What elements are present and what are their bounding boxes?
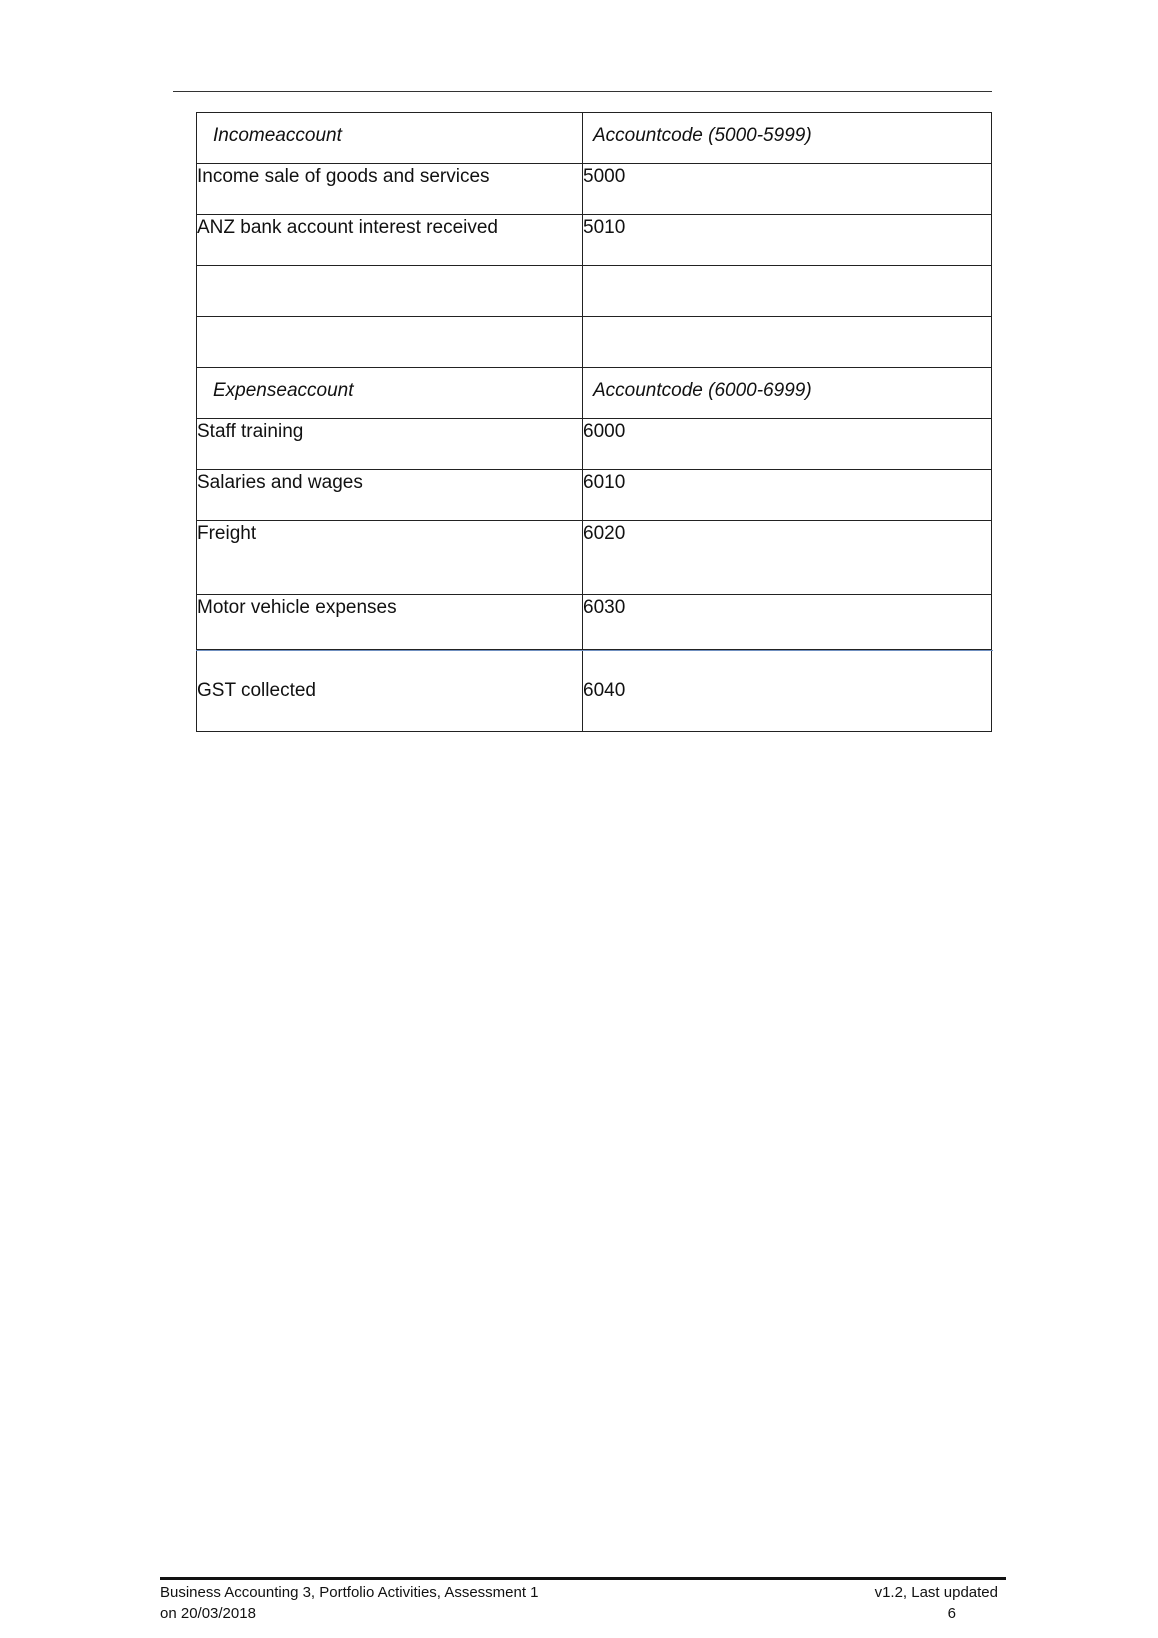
income-header-row	[197, 113, 992, 164]
account-name-cell: GST collected	[197, 650, 583, 732]
expense-code-header: Accountcode (6000-6999)	[583, 368, 992, 419]
divider-line	[196, 650, 993, 651]
account-code-cell: 6010	[583, 470, 992, 521]
account-code-cell: 6030	[583, 595, 992, 650]
account-code-cell: 6040	[583, 650, 992, 732]
account-code-cell: 5000	[583, 164, 992, 215]
footer-date: on 20/03/2018	[160, 1605, 256, 1622]
table-row	[197, 470, 992, 521]
expense-header-row	[197, 368, 992, 419]
footer-rule	[160, 1577, 1006, 1580]
income-account-header: Incomeaccount	[197, 113, 583, 164]
table-row	[197, 650, 992, 732]
table-row	[197, 164, 992, 215]
table-row	[197, 521, 992, 595]
account-name-cell: Staff training	[197, 419, 583, 470]
table-row	[197, 215, 992, 266]
footer-left	[160, 1582, 580, 1624]
account-name-cell: ANZ bank account interest received	[197, 215, 583, 266]
account-code-cell: 5010	[583, 215, 992, 266]
footer-document-title: Business Accounting 3, Portfolio Activities, Assessment 1	[160, 1584, 539, 1601]
page-number: 6	[947, 1605, 956, 1622]
account-code-cell	[583, 317, 992, 368]
account-name-cell	[197, 266, 583, 317]
expense-account-header: Expenseaccount	[197, 368, 583, 419]
table-row	[197, 317, 992, 368]
account-code-cell	[583, 266, 992, 317]
account-code-cell: 6000	[583, 419, 992, 470]
income-code-header: Accountcode (5000-5999)	[583, 113, 992, 164]
header-rule	[173, 91, 992, 92]
table-row	[197, 266, 992, 317]
account-name-cell: Salaries and wages	[197, 470, 583, 521]
table-row	[197, 595, 992, 650]
account-name-cell: Motor vehicle expenses	[197, 595, 583, 650]
account-name-cell: Income sale of goods and services	[197, 164, 583, 215]
accounts-table	[196, 112, 992, 732]
footer-version: v1.2, Last updated	[874, 1584, 998, 1601]
table-row	[197, 419, 992, 470]
account-name-cell: Freight	[197, 521, 583, 595]
account-code-cell: 6020	[583, 521, 992, 595]
footer-right	[840, 1582, 998, 1624]
account-name-cell	[197, 317, 583, 368]
